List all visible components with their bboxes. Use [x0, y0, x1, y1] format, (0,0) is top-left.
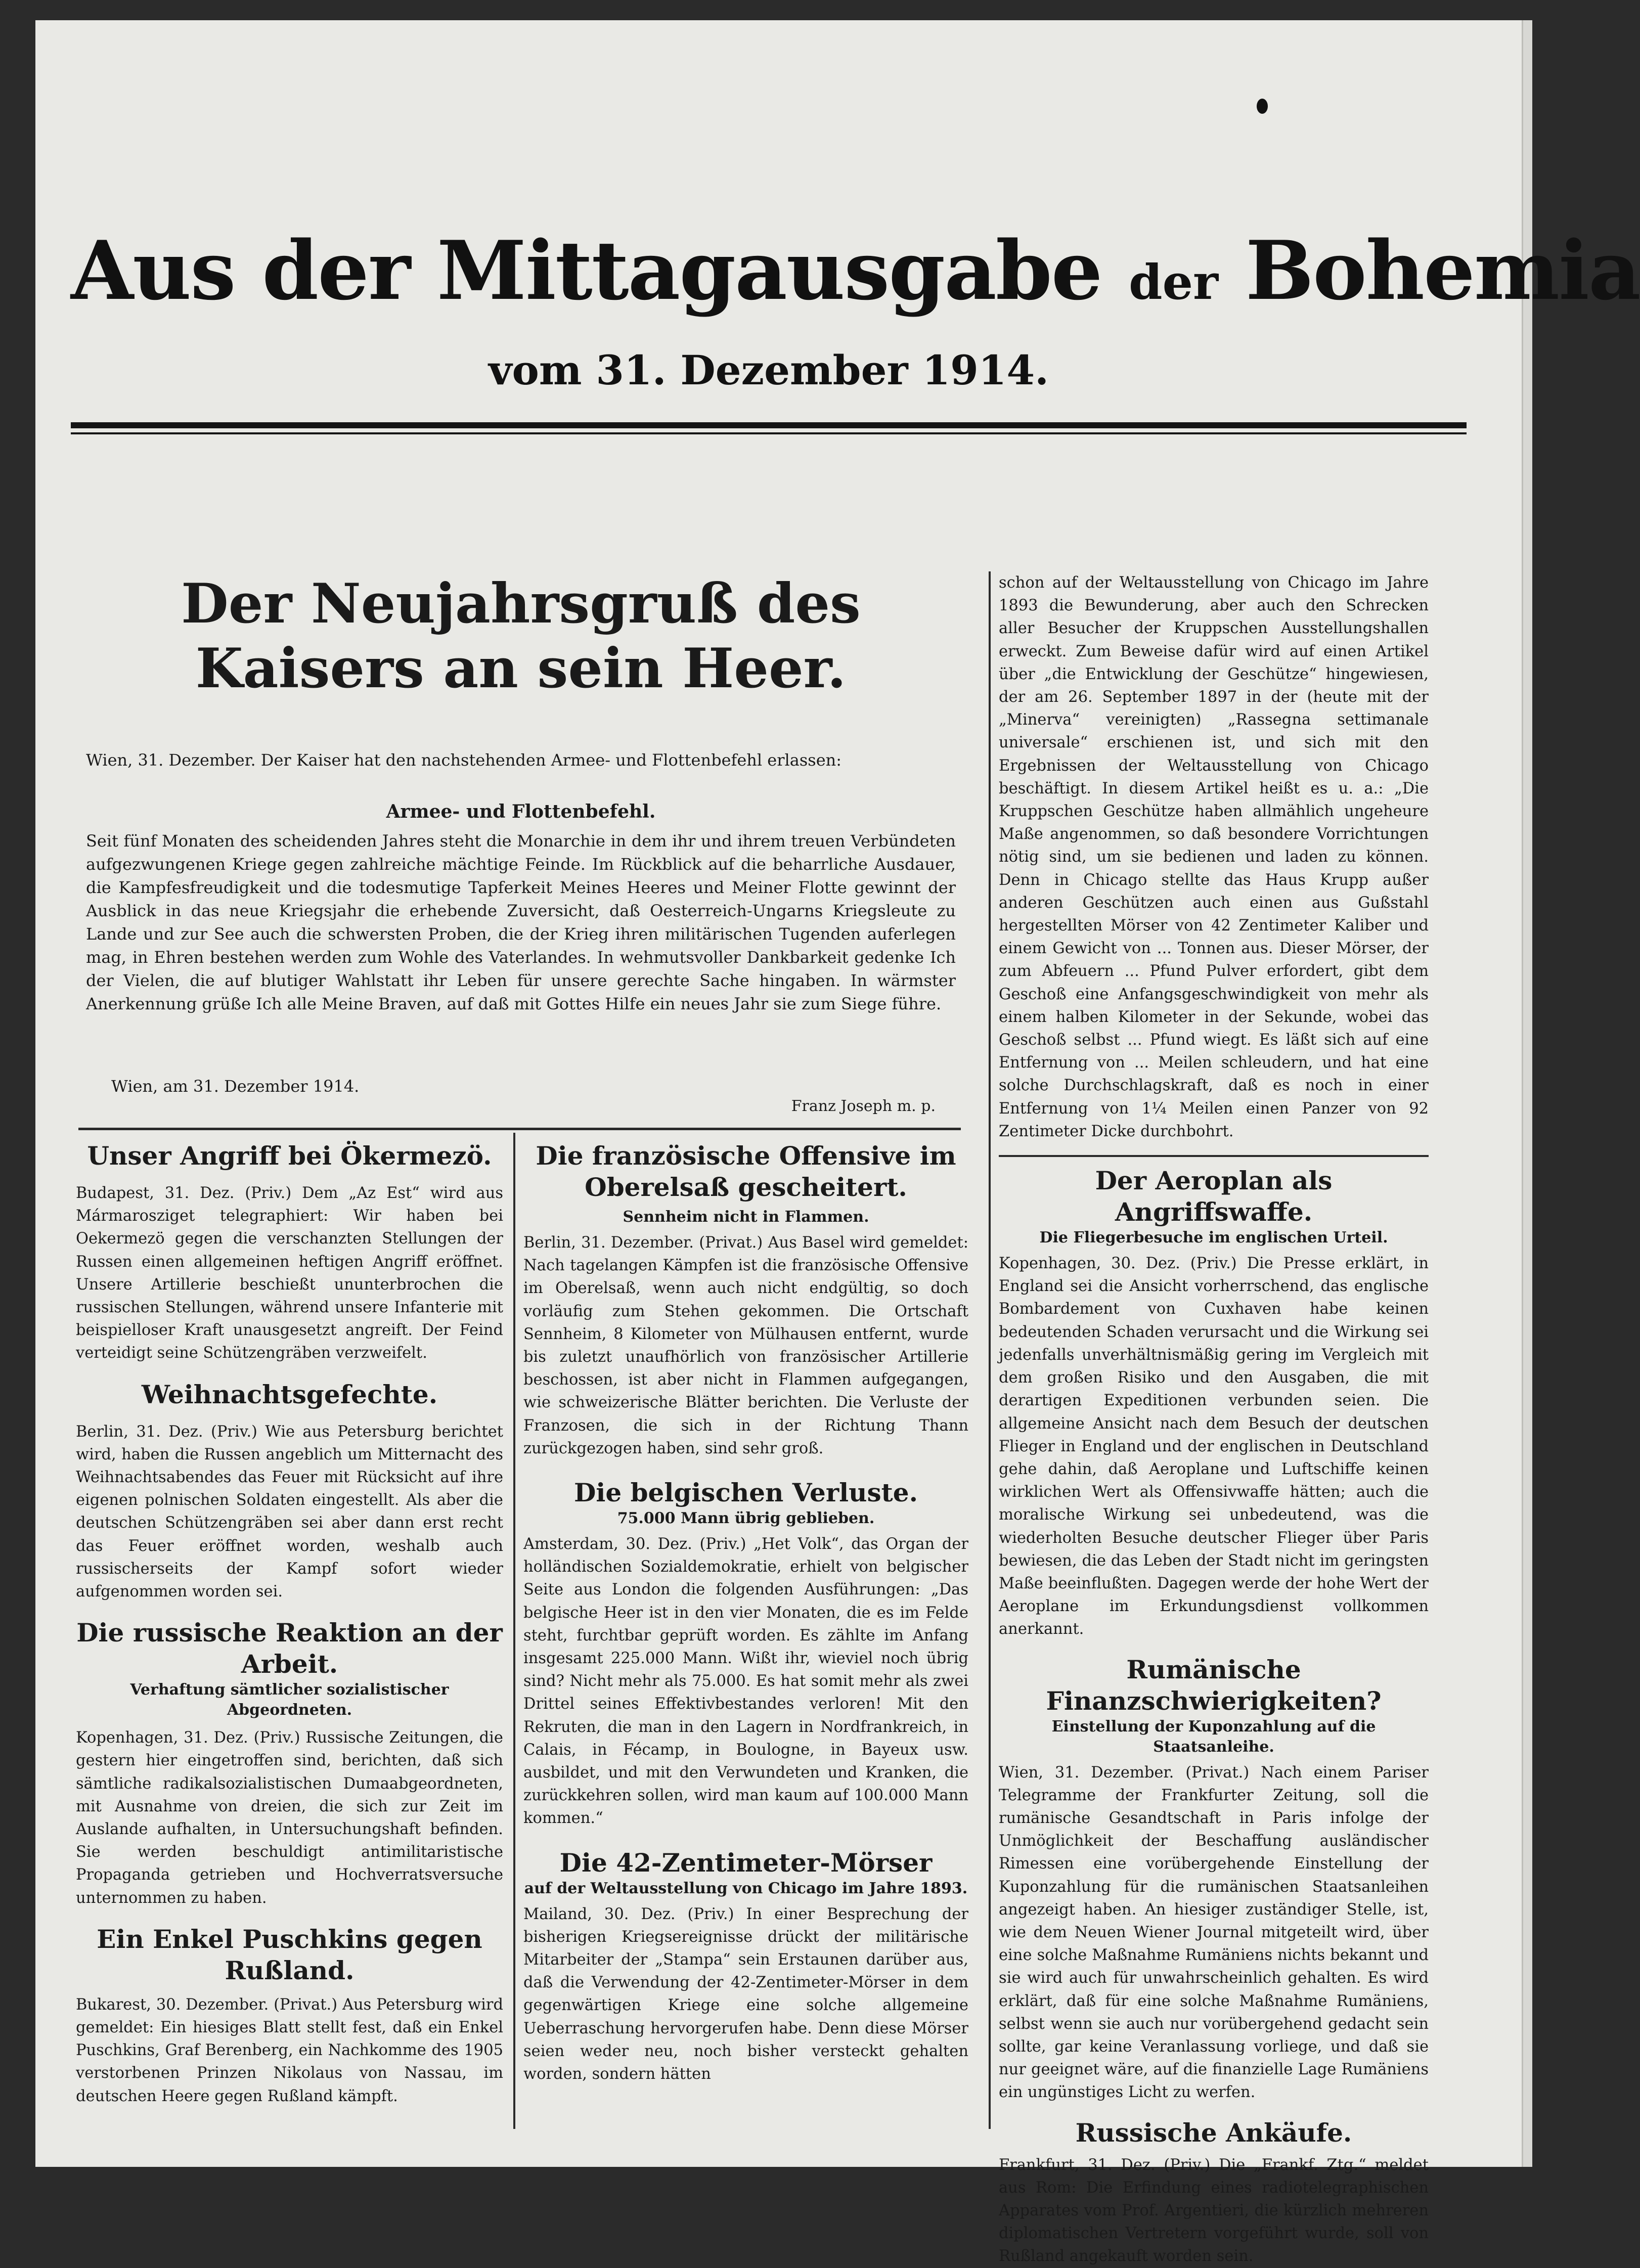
- article-subhead: 75.000 Mann übrig geblieben.: [617, 1509, 875, 1528]
- article-title: Die französische Offensive im Oberelsaß gescheitert.: [536, 1141, 956, 1202]
- column-rule-middle: [513, 1133, 515, 2129]
- masthead-part3: Bohemia: [1245, 223, 1640, 318]
- masthead-rule: [71, 422, 1467, 428]
- column-3: [999, 571, 1429, 2268]
- article-body: Berlin, 31. Dez. (Priv.) Wie aus Petersburg berichtet wird, haben die Russen angeblich um Mitternacht des Weihnachtsabendes das Feuer mit Rücksicht auf ihre eigenen polnischen Soldaten eingestellt. Als aber die deutschen Schützengräben sei aber dann erst recht das Feuer eröffnet worden, weshalb auch russischerseits der Kampf sofort wieder aufgenommen worden sei.: [76, 1422, 503, 1601]
- lead-title: Der Neujahrsgruß des Kaisers an sein Heer.: [181, 572, 861, 700]
- article-subhead: auf der Weltausstellung von Chicago im Jahre 1893.: [524, 1879, 968, 1897]
- masthead-part1: Aus der Mittagausgabe: [71, 223, 1102, 318]
- article-rule: [999, 1155, 1429, 1157]
- article-title: Die 42-Zentimeter-Mörser: [559, 1847, 933, 1878]
- article-body: Berlin, 31. Dezember. (Privat.) Aus Basel wird gemeldet: Nach tagelangen Kämpfen ist die französische Offensive im Oberelsaß, wenn auch nicht endgültig, so doch vorläufig zum Stehen gekommen. Die Ortschaft Sennheim, 8 Kilometer von Mülhausen entfernt, wurde bis zuletzt unaufhörlich von französischer Artillerie beschossen, ist aber nicht in Flammen aufgegangen, wie schweizerische Blätter berichten. Die Verluste der Franzosen, die sich in der Richtung Thann zurückgezogen haben, sind sehr groß.: [523, 1234, 968, 1457]
- column-1: [76, 1140, 503, 2108]
- article-body: Wien, 31. Dezember. (Privat.) Nach einem Pariser Telegramme der Frankfurter Zeitung, soll die rumänische Gesandtschaft in Paris infolge der Unmöglichkeit der Beschaffung ausländischer Rimessen eine vorübergehende Einstellung der Kuponzahlung für die rumänischen Staatsanleihen angezeigt haben. An hiesiger zuständiger Stelle, ist, wie dem Neuen Wiener Journal mitgeteilt wird, über eine solche Maßnahme Rumäniens nichts bekannt und sie wird auch für unwahrscheinlich gehalten. Es wird erklärt, daß für eine solche Maßnahme Rumäniens, selbst wenn sie auch nur vorübergehend gedacht sein sollte, gar keine Veranlassung vorliege, und daß sie nur geeignet wäre, auf die finanzielle Lage Rumäniens ein ungünstiges Licht zu werfen.: [999, 1763, 1429, 2102]
- column-rule-right: [989, 571, 991, 2129]
- article-title: Ein Enkel Puschkins gegen Rußland.: [97, 1924, 482, 1985]
- article-title: Russische Ankäufe.: [1075, 2117, 1352, 2148]
- article-subhead: Verhaftung sämtlicher sozialistischer Abgeordneten.: [130, 1681, 449, 1719]
- article-body: Budapest, 31. Dez. (Priv.) Dem „Az Est“ wird aus Mármarosziget telegraphiert: Wir haben bei Oekermezö gegen die verschanzten Stellungen der Russen einen allgemeinen heftigen Angriff eröffnet. Unsere Artillerie beschießt ununterbrochen die russischen Stellungen, während unsere Infanterie mit beispielloser Kraft unausgesetzt angreift. Der Feind verteidigt seine Schützengräben verzweifelt.: [76, 1184, 503, 1362]
- article-body: schon auf der Weltausstellung von Chicago im Jahre 1893 die Bewunderung, aber auch den Schrecken aller Besucher der Kruppschen Ausstellungshallen erweckt. Zum Beweise dafür wird auf einen Artikel über „die Entwicklung der Geschütze“ hingewiesen, der am 26. September 1897 in der (heute mit der „Minerva“ vereinigten) „Rassegna settimanale universale“ erschienen ist, und sich mit den Ergebnissen der Weltausstellung von Chicago beschäftigt. In diesem Artikel heißt es u. a.: „Die Kruppschen Geschütze haben allmählich ungeheure Maße angenommen, so daß besondere Vorrichtungen nötig sind, um sie bedienen und laden zu können. Denn in Chicago stellte das Haus Krupp außer anderen Geschützen auch einen aus Gußstahl hergestellten Mörser von 42 Zentimeter Kaliber und einem Gewicht von ... Tonnen aus. Dieser Mörser, der zum Abfeuern ... Pfund Pulver erfordert, gibt dem Geschoß eine Anfangsgeschwindigkeit von mehr als einem halben Kilometer in der Sekunde, wobei das Geschoß selbst ... Pfund wiegt. Es läßt sich auf eine Entfernung von ... Meilen schleudern, und hat eine solche Durchschlagskraft, daß es noch in einer Entfernung von 1¼ Meilen einen Panzer von 92 Zentimeter Dicke durchbohrt.: [999, 574, 1429, 1140]
- lead-body: Seit fünf Monaten des scheidenden Jahres steht die Monarchie in dem ihr und ihrem treuen Verbündeten aufgezwungenen Kriege gegen zahlreiche mächtige Feinde. Im Rückblick auf die beharrliche Ausdauer, die Kampfesfreudigkeit und die todesmutige Tapferkeit Meines Heeres und Meiner Flotte gewinnt der Ausblick in das neue Kriegsjahr die erhebende Zuversicht, daß Oesterreich-Ungarns Kriegsleute zu Lande und zur See auch die schwersten Proben, die der Krieg ihren militärischen Tugenden auferlegen mag, in Ehren bestehen werden zum Wohle des Vaterlandes. In wehmutsvoller Dankbarkeit gedenke Ich der Vielen, die auf blutiger Wahlstatt ihr Leben für unsere gerechte Sache hingaben. In wärmster Anerkennung grüße Ich alle Meine Braven, auf daß mit Gottes Hilfe ein neues Jahr sie zum Siege führe.: [86, 831, 956, 1013]
- masthead-rule-thin: [71, 432, 1467, 434]
- article-body: Kopenhagen, 30. Dez. (Priv.) Die Presse erklärt, in England sei die Ansicht vorherrschend, das englische Bombardement von Cuxhaven habe keinen bedeutenden Schaden verursacht und die Wirkung sei jedenfalls unverhältnismäßig gering im Vergleich mit dem großen Risiko und den Ausgaben, die mit derartigen Expeditionen verbunden seien. Die allgemeine Ansicht nach dem Besuch der deutschen Flieger in England und der englischen in Deutschland gehe dahin, daß Aeroplane und Luftschiffe keinen wirklichen Wert als Offensivwaffe hätten; auch die moralische Wirkung sei unbedeutend, was die wiederholten Besuche deutscher Flieger über Paris bewiesen, die das Leben der Stadt nicht im geringsten Maße beeinflußten. Dagegen werde der hohe Wert der Aeroplane im Erkundungsdienst vollkommen anerkannt.: [999, 1255, 1429, 1638]
- article-body: Frankfurt, 31. Dez. (Priv.) Die „Frankf. Ztg.“ meldet aus Rom: Die Erfindung eines radiotelegraphischen Apparates vom Prof. Argentieri, die kürzlich mehreren diplomatischen Vertretern vorgeführt wurde, soll von Rußland angekauft worden sein.: [999, 2156, 1429, 2265]
- article-title: Die belgischen Verluste.: [574, 1478, 918, 1508]
- lead-signature: Franz Joseph m. p.: [791, 1097, 936, 1115]
- article-subhead: Einstellung der Kuponzahlung auf die Staatsanleihe.: [1051, 1717, 1376, 1756]
- lead-dateline: Wien, am 31. Dezember 1914.: [111, 1077, 360, 1096]
- article-subhead: Die Fliegerbesuche im englischen Urteil.: [1039, 1229, 1388, 1247]
- page-edge: [1522, 20, 1532, 2167]
- article-title: Rumänische Finanzschwierigkeiten?: [1046, 1654, 1382, 1716]
- lead-intro: Wien, 31. Dezember. Der Kaiser hat den nachstehenden Armee- und Flottenbefehl erlassen:: [86, 750, 842, 770]
- article-title: Weihnachtsgefechte.: [141, 1379, 438, 1409]
- ink-spot: [1257, 99, 1268, 114]
- article-subhead: Sennheim nicht in Flammen.: [623, 1208, 869, 1226]
- article-body: Mailand, 30. Dez. (Priv.) In einer Besprechung der bisherigen Kriegsereignisse drückt der militärische Mitarbeiter der „Stampa“ sein Erstaunen darüber aus, daß die Verwendung der 42-Zentimeter-Mörser in dem gegenwärtigen Kriege eine solche allgemeine Ueberraschung hervorgerufen habe. Denn diese Mörser seien weder neu, noch bisher versteckt gehalten worden, sondern hätten: [523, 1905, 968, 2083]
- article-title: Der Aeroplan als Angriffswaffe.: [1095, 1166, 1333, 1227]
- masthead-part2: der: [1129, 254, 1219, 310]
- article-body: Kopenhagen, 31. Dez. (Priv.) Russische Zeitungen, die gestern hier eingetroffen sind, berichten, daß sich sämtliche radikalsozialistischen Dumaabgeordneten, mit Ausnahme von dreien, die sich zur Zeit im Auslande aufhalten, in Untersuchungshaft befinden. Sie werden beschuldigt antimilitaristische Propaganda getrieben und Hochverratsversuche unternommen zu haben.: [76, 1729, 503, 1907]
- newspaper-page: [35, 20, 1640, 2265]
- lead-bottom-rule: [78, 1128, 961, 1130]
- article-title: Die russische Reaktion an der Arbeit.: [76, 1618, 503, 1679]
- article-body: Amsterdam, 30. Dez. (Priv.) „Het Volk“, das Organ der holländischen Sozialdemokratie, erhielt von belgischer Seite aus London die folgenden Ausführungen: „Das belgische Heer ist in den vier Monaten, die es im Felde steht, furchtbar geprüft worden. Es zählte im Anfang insgesamt 225.000 Mann. Wißt ihr, wieviel noch übrig sind? Nicht mehr als 75.000. Es hat somit mehr als zwei Drittel seines Effektivbestandes verloren! Mit den Rekruten, die man in den Lagern in Nordfrankreich, in Calais, in Fécamp, in Boulogne, in Bayeux usw. ausbildet, und mit den Verwundeten und Kranken, die zurückkehren sollen, wird man kaum auf 100.000 Mann kommen.“: [523, 1535, 968, 1828]
- article-body: Bukarest, 30. Dezember. (Privat.) Aus Petersburg wird gemeldet: Ein hiesiges Blatt stellt fest, daß ein Enkel Puschkins, Graf Berenberg, ein Nachkomme des 1905 verstorbenen Prinzen Nikolaus von Nassau, im deutschen Heere gegen Rußland kämpft.: [76, 1995, 503, 2105]
- article-title: Unser Angriff bei Ökermezö.: [87, 1141, 492, 1171]
- masthead-date: vom 31. Dezember 1914.: [489, 346, 1049, 394]
- masthead: [71, 223, 1640, 328]
- lead-subhead: Armee- und Flottenbefehl.: [386, 801, 656, 822]
- column-2: [523, 1140, 968, 2085]
